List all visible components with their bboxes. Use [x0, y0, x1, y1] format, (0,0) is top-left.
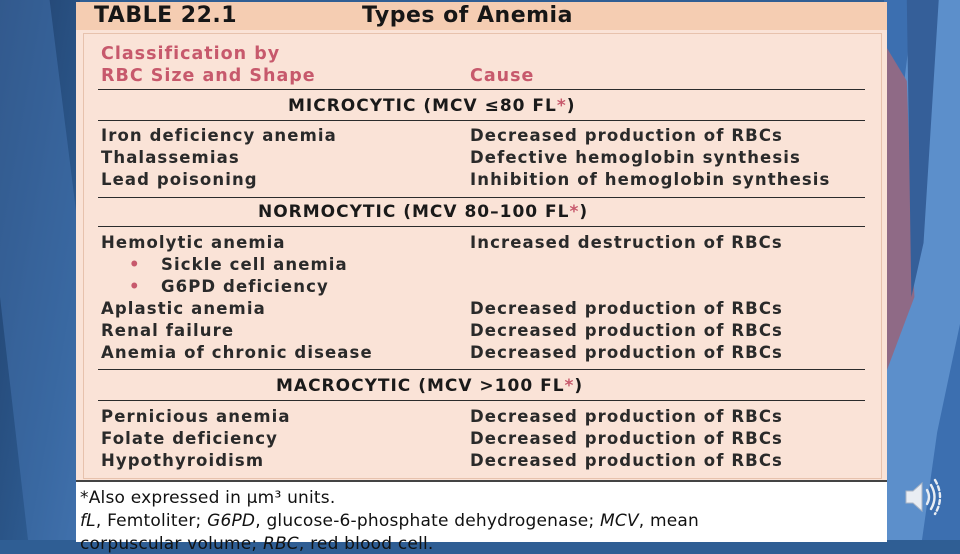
header-divider [98, 89, 865, 90]
table-cell-cause: Decreased production of RBCs [470, 126, 783, 145]
table-cell-classification: Renal failure [101, 321, 235, 340]
table-cell-classification: Lead poisoning [101, 170, 258, 189]
table-cell-cause: Decreased production of RBCs [470, 407, 783, 426]
table-cell-cause: Decreased production of RBCs [470, 451, 783, 470]
table-title: Types of Anemia [362, 3, 573, 28]
table-cell-classification: G6PD deficiency [161, 277, 329, 296]
section-divider-macrocytic [98, 400, 865, 401]
table-number: TABLE 22.1 [94, 3, 238, 28]
table-cell-classification: Thalassemias [101, 148, 240, 167]
table-cell-cause: Inhibition of hemoglobin synthesis [470, 170, 831, 189]
table-cell-cause: Decreased production of RBCs [470, 299, 783, 318]
speaker-icon[interactable] [900, 474, 946, 520]
table-cell-cause: Defective hemoglobin synthesis [470, 148, 801, 167]
column-header-classification-line2: RBC Size and Shape [101, 66, 316, 86]
table-cell-classification: Folate deficiency [101, 429, 278, 448]
table-image [76, 2, 887, 554]
table-cell-cause: Decreased production of RBCs [470, 343, 783, 362]
table-cell-classification: Iron deficiency anemia [101, 126, 337, 145]
section-divider-microcytic [98, 120, 865, 121]
table-title-bar [76, 2, 887, 30]
table-cell-classification: Hemolytic anemia [101, 233, 286, 252]
column-header-cause: Cause [470, 66, 535, 86]
section-divider-normocytic [98, 226, 865, 227]
section-heading-microcytic: MICROCYTIC (MCV ≤80 FL*) [288, 96, 576, 116]
bullet-marker: • [129, 277, 140, 296]
table-footnotes [76, 480, 887, 554]
section-divider [98, 197, 865, 198]
table-cell-cause: Decreased production of RBCs [470, 429, 783, 448]
table-cell-classification: Anemia of chronic disease [101, 343, 373, 362]
table-cell-classification: Sickle cell anemia [161, 255, 348, 274]
table-cell-classification: Pernicious anemia [101, 407, 291, 426]
bullet-marker: • [129, 255, 140, 274]
table-cell-classification: Hypothyroidism [101, 451, 265, 470]
section-heading-macrocytic: MACROCYTIC (MCV >100 FL*) [276, 376, 584, 396]
column-header-classification-line1: Classification by [101, 44, 281, 64]
section-heading-normocytic: NORMOCYTIC (MCV 80–100 FL*) [258, 202, 589, 222]
footnote-units: *Also expressed in µm³ units. [80, 488, 336, 508]
footnote-abbreviations-continued: corpuscular volume; RBC, red blood cell. [80, 534, 434, 554]
footnote-abbreviations: fL, Femtoliter; G6PD, glucose-6-phosphate dehydrogenase; MCV, mean [80, 511, 699, 531]
table-cell-cause: Increased destruction of RBCs [470, 233, 783, 252]
section-divider [98, 369, 865, 370]
table-cell-classification: Aplastic anemia [101, 299, 266, 318]
table-cell-cause: Decreased production of RBCs [470, 321, 783, 340]
